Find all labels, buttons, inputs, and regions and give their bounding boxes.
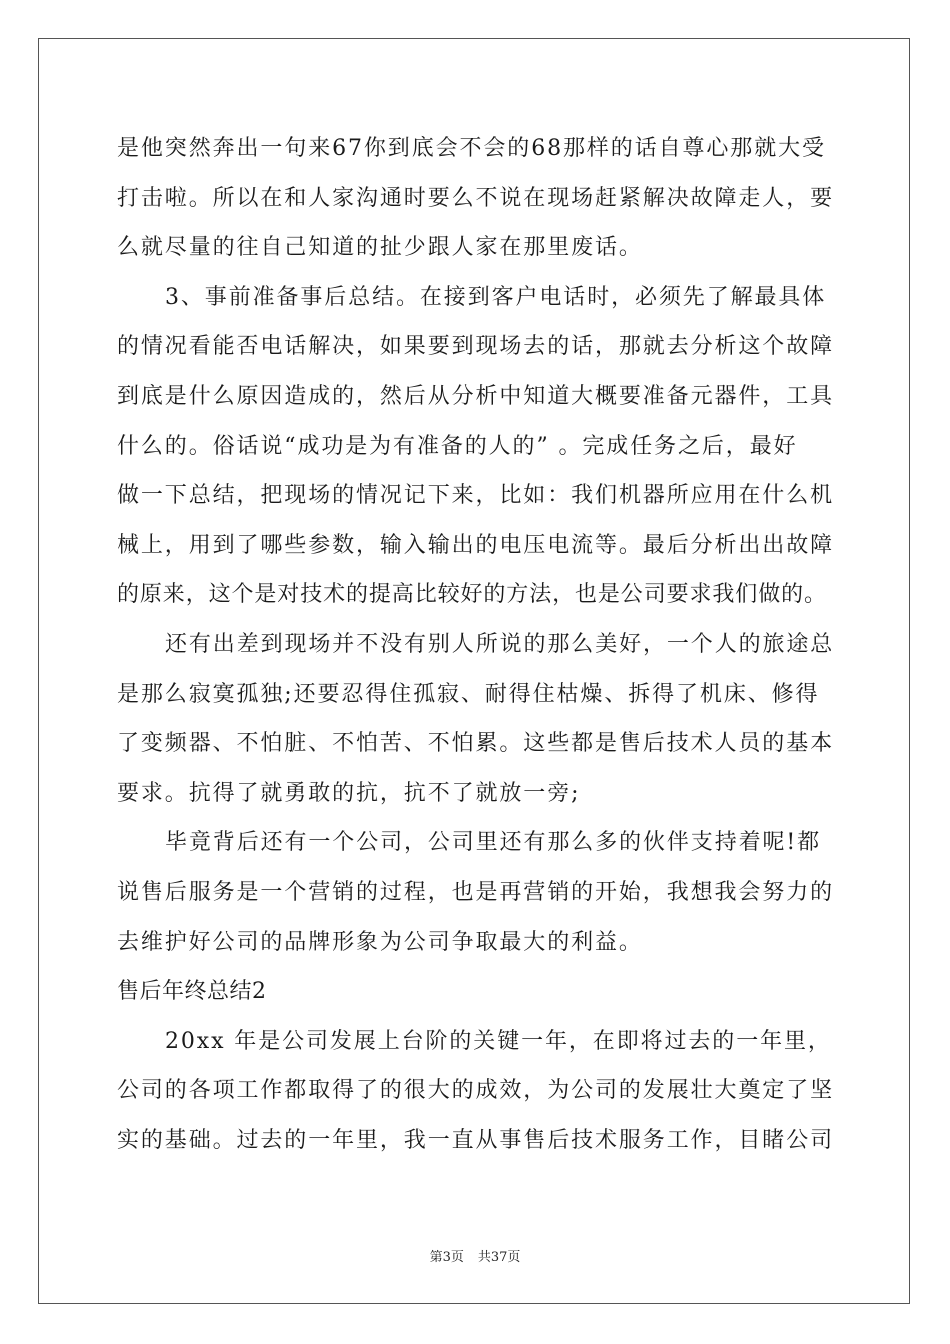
text-line: 说售后服务是一个营销的过程，也是再营销的开始，我想我会努力的 [117,879,835,905]
text-line: 到底是什么原因造成的，然后从分析中知道大概要准备元器件，工具 [117,383,835,409]
page-footer [0,1246,950,1265]
section-heading: 售后年终总结2 [117,979,267,1005]
text-line: 实的基础。过去的一年里，我一直从事售后技术服务工作，目睹公司 [117,1127,835,1153]
text-line: 了变频器、不怕脏、不怕苦、不怕累。这些都是售后技术人员的基本 [117,731,835,757]
text-line: 还有出差到现场并不没有别人所说的那么美好，一个人的旅途总 [165,631,835,657]
text-line: 20xx 年是公司发展上台阶的关键一年，在即将过去的一年里， [165,1028,832,1054]
text-line: 去维护好公司的品牌形象为公司争取最大的利益。 [117,929,643,955]
text-line: 什么的。俗话说“成功是为有准备的人的” 。完成任务之后，最好 [117,433,798,459]
text-line: 毕竟背后还有一个公司，公司里还有那么多的伙伴支持着呢!都 [165,830,822,856]
page-total: 共37页 [477,1250,521,1265]
text-line: 公司的各项工作都取得了的很大的成效，为公司的发展壮大奠定了坚 [117,1078,835,1104]
text-line: 么就尽量的往自己知道的扯少跟人家在那里废话。 [117,235,643,261]
text-line: 做一下总结，把现场的情况记下来，比如：我们机器所应用在什么机 [117,483,835,509]
text-line: 械上，用到了哪些参数，输入输出的电压电流等。最后分析出出故障 [117,532,835,558]
text-line: 要求。抗得了就勇敢的抗，抗不了就放一旁; [117,780,581,806]
page-number: 第3页 [429,1250,464,1265]
text-line: 是他突然奔出一句来67你到底会不会的68那样的话自尊心那就大受 [117,136,826,161]
text-line: 打击啦。所以在和人家沟通时要么不说在现场赶紧解决故障走人，要 [117,185,835,211]
text-line: 是那么寂寞孤独;还要忍得住孤寂、耐得住枯燥、拆得了机床、修得 [117,681,820,707]
text-line: 3、事前准备事后总结。在接到客户电话时，必须先了解最具体 [165,284,827,310]
text-line: 的原来，这个是对技术的提高比较好的方法，也是公司要求我们做的。 [117,582,827,608]
text-line: 的情况看能否电话解决，如果要到现场去的话，那就去分析这个故障 [117,334,835,360]
document-body [117,124,837,1165]
